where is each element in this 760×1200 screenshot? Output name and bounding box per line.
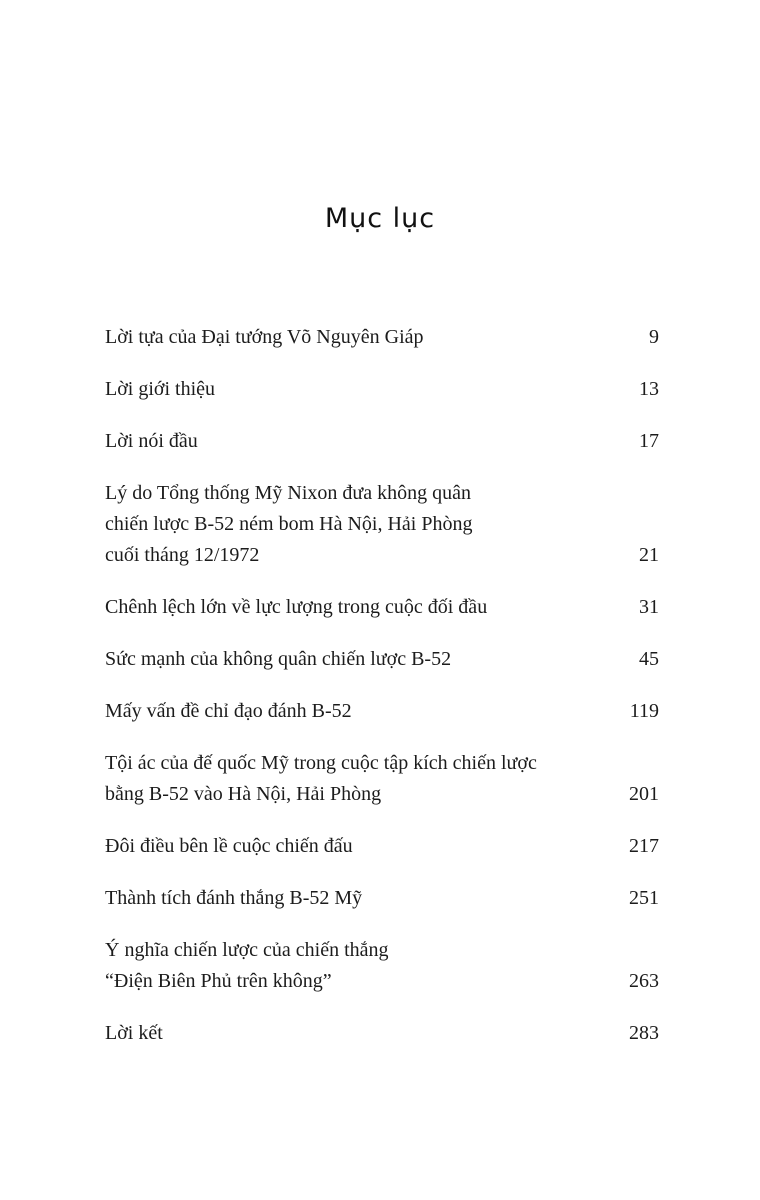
toc-entry xyxy=(105,1018,659,1049)
toc-entry-title xyxy=(105,478,472,571)
toc-entry xyxy=(105,644,659,675)
toc-entry xyxy=(105,426,659,457)
toc-entry-title-line: Tội ác của đế quốc Mỹ trong cuộc tập kích chiến lược xyxy=(105,752,537,774)
toc-entry-page-number: 9 xyxy=(649,326,659,348)
toc-entry-page-number: 21 xyxy=(639,544,659,566)
toc-entry-title xyxy=(105,696,352,727)
toc-entry-title-line: Lời nói đầu xyxy=(105,430,198,452)
toc-entry-title xyxy=(105,322,424,353)
toc-entry-title xyxy=(105,374,215,405)
toc-entry xyxy=(105,831,659,862)
toc-entry-page-number: 17 xyxy=(639,430,659,452)
toc-entry xyxy=(105,374,659,405)
toc-entry-title-line: Đôi điều bên lề cuộc chiến đấu xyxy=(105,835,353,857)
toc-entry-title-line: Lý do Tổng thống Mỹ Nixon đưa không quân xyxy=(105,482,472,504)
toc-entry-page-number: 251 xyxy=(629,887,659,909)
toc-entry-title-line: Lời kết xyxy=(105,1022,163,1044)
toc-entry-title-line: Sức mạnh của không quân chiến lược B-52 xyxy=(105,648,452,670)
toc-entry-page-number: 217 xyxy=(629,835,659,857)
toc-entry-title-line: Lời tựa của Đại tướng Võ Nguyên Giáp xyxy=(105,326,424,348)
toc-entry-title xyxy=(105,748,537,810)
toc-entry-page-number: 13 xyxy=(639,378,659,400)
toc-entry xyxy=(105,696,659,727)
toc-entry xyxy=(105,592,659,623)
table-of-contents xyxy=(105,322,659,1070)
toc-entry xyxy=(105,883,659,914)
toc-entry xyxy=(105,935,659,997)
toc-entry-page-number: 31 xyxy=(639,596,659,618)
toc-entry-title-line: bằng B-52 vào Hà Nội, Hải Phòng xyxy=(105,783,382,805)
page-title: Mục lục xyxy=(324,203,436,234)
toc-entry-page-number: 201 xyxy=(629,783,659,805)
toc-entry xyxy=(105,322,659,353)
toc-entry-title-line: Chênh lệch lớn về lực lượng trong cuộc đối đầu xyxy=(105,596,488,618)
toc-entry-title-line: chiến lược B-52 ném bom Hà Nội, Hải Phòng xyxy=(105,513,473,535)
toc-entry-title-line: Lời giới thiệu xyxy=(105,378,216,400)
toc-entry-title xyxy=(105,426,198,457)
toc-entry-title xyxy=(105,592,487,623)
toc-entry-title xyxy=(105,644,451,675)
toc-entry-title-line: Ý nghĩa chiến lược của chiến thắng xyxy=(105,939,389,961)
toc-entry-title xyxy=(105,1018,163,1049)
toc-entry-page-number: 263 xyxy=(629,970,659,992)
toc-entry-page-number: 45 xyxy=(639,648,659,670)
toc-entry-title xyxy=(105,935,389,997)
toc-entry-title-line: Thành tích đánh thắng B-52 Mỹ xyxy=(105,887,363,909)
toc-entry-page-number: 119 xyxy=(629,700,659,722)
toc-entry-title xyxy=(105,831,353,862)
toc-entry-title xyxy=(105,883,362,914)
toc-entry-page-number: 283 xyxy=(629,1022,659,1044)
toc-entry-title-line: “Điện Biên Phủ trên không” xyxy=(105,970,332,992)
toc-entry xyxy=(105,478,659,571)
toc-entry xyxy=(105,748,659,810)
toc-entry-title-line: Mấy vấn đề chỉ đạo đánh B-52 xyxy=(105,700,352,722)
toc-entry-title-line: cuối tháng 12/1972 xyxy=(105,544,260,566)
